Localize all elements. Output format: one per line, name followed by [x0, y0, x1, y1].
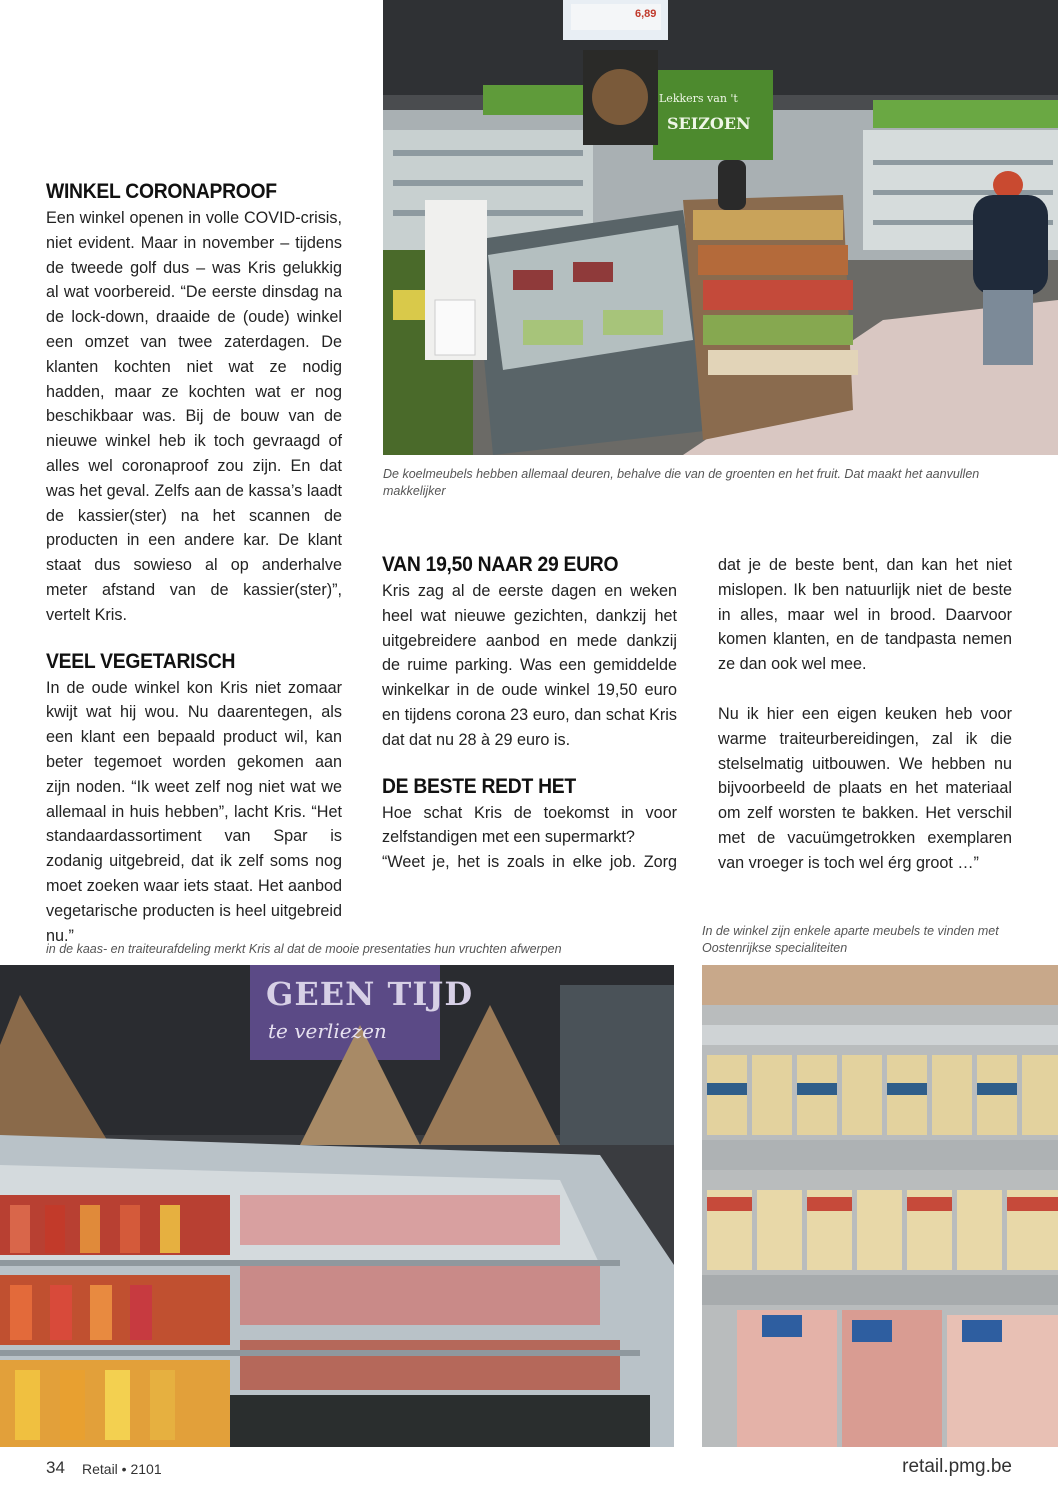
photo-deli-section [0, 965, 674, 1447]
column-right [718, 553, 1012, 876]
page-number: 34 [46, 1458, 65, 1477]
body-de-beste-redt-het-1: Hoe schat Kris de toekomst in voor zelfstandigen met een supermarkt? [382, 803, 677, 847]
caption-top: De koelmeubels hebben allemaal deuren, behalve die van de groenten en het fruit. Dat maakt het aanvullen makkelijker [383, 467, 980, 498]
column-left [46, 180, 342, 948]
caption-bottom-right: In de winkel zijn enkele aparte meubels te vinden met Oostenrijkse specialiteiten [702, 924, 999, 955]
magazine-issue: Retail • 2101 [82, 1461, 162, 1477]
te-verliezen-sign: te verliezen [268, 1019, 387, 1043]
body-veel-vegetarisch: In de oude winkel kon Kris niet zomaar kwijt wat hij wou. Nu daarentegen, als een klant een bepaald product wil, kan beter tegemoet worden gekomen aan zijn noden. “Ik weet zelf nog niet wat we allemaal in huis hebben”, lacht Kris. “Het standaardassortiment van Spar is zodanig uitgebreid, dat ik zelf soms nog moet zoeken waar iets staat. Het aanbod vegetarische producten is heel uitgebreid nu.” [46, 678, 342, 945]
seizoen-sign-line1: Lekkers van 't [659, 92, 738, 105]
caption-bottom-left: in de kaas- en traiteurafdeling merkt Kris al dat de mooie presentaties hun vruchten afwerpen [46, 942, 562, 956]
geen-tijd-sign: GEEN TIJD [266, 975, 474, 1013]
column-middle [382, 553, 677, 875]
body-column3-para2: Nu ik hier een eigen keuken heb voor warme traiteurbereidingen, zal ik die stelselmatig uitbouwen. We hebben nu bijvoorbeeld de plaats en het materiaal om zelf worsten te bakken. Het verschil met de vacuümgetrokken exemplaren van vroeger is toch wel érg groot …” [718, 704, 1012, 872]
body-column3-para1: dat je de beste bent, dan kan het niet mislopen. Ik ben natuurlijk niet de beste in alles, maar wel in brood. Daarvoor komen klanten, en de tandpasta nemen ze dan ook wel mee. [718, 556, 1012, 674]
body-van-1950-naar-29-euro: Kris zag al de eerste dagen en weken heel wat nieuwe gezichten, dankzij het uitgebreidere aanbod en mede dankzij de ruime parking. Was een gemiddelde winkelkar in de oude winkel 19,50 euro en tijdens corona 23 euro, dan schat Kris dat dat nu 28 à 29 euro is. [382, 582, 677, 749]
photo-austrian-specialities [702, 965, 1058, 1447]
heading-veel-vegetarisch: VEEL VEGETARISCH [46, 649, 236, 673]
heading-winkel-coronaproof: WINKEL CORONAPROOF [46, 180, 277, 203]
heading-van-1950-naar-29-euro: VAN 19,50 NAAR 29 EURO [382, 553, 619, 576]
body-winkel-coronaproof: Een winkel openen in volle COVID-crisis, niet evident. Maar in november – tijdens de tweede golf dus – was Kris gelukkig al wat voorbereid. “De eerste dinsdag na de lock-down, draaide de (oude) winkel een omzet van twee zaterdagen. De klanten kochten niet wat ze nodig hadden, maar ze kochten wat er nog beschikbaar was. Bij de bouw van de nieuwe winkel heb ik toch gevraagd of alles wel coronaproof zou zijn. En dat was het geval. Zelfs aan de kassa’s laadt de kassier(ster) na het scannen de producten in een andere kar. De klant staat dus sowieso al op anderhalve meter afstand van de kassier(ster)”, vertelt Kris. [46, 209, 342, 624]
seizoen-sign-line2: SEIZOEN [667, 114, 751, 133]
body-de-beste-redt-het-2: “Weet je, het is zoals in elke job. Zorg [382, 853, 677, 872]
heading-de-beste-redt-het: DE BESTE REDT HET [382, 774, 576, 798]
photo-produce-section [383, 0, 1058, 455]
website-url[interactable]: retail.pmg.be [902, 1456, 1012, 1477]
screen-price-label: 6,89 [635, 8, 657, 20]
